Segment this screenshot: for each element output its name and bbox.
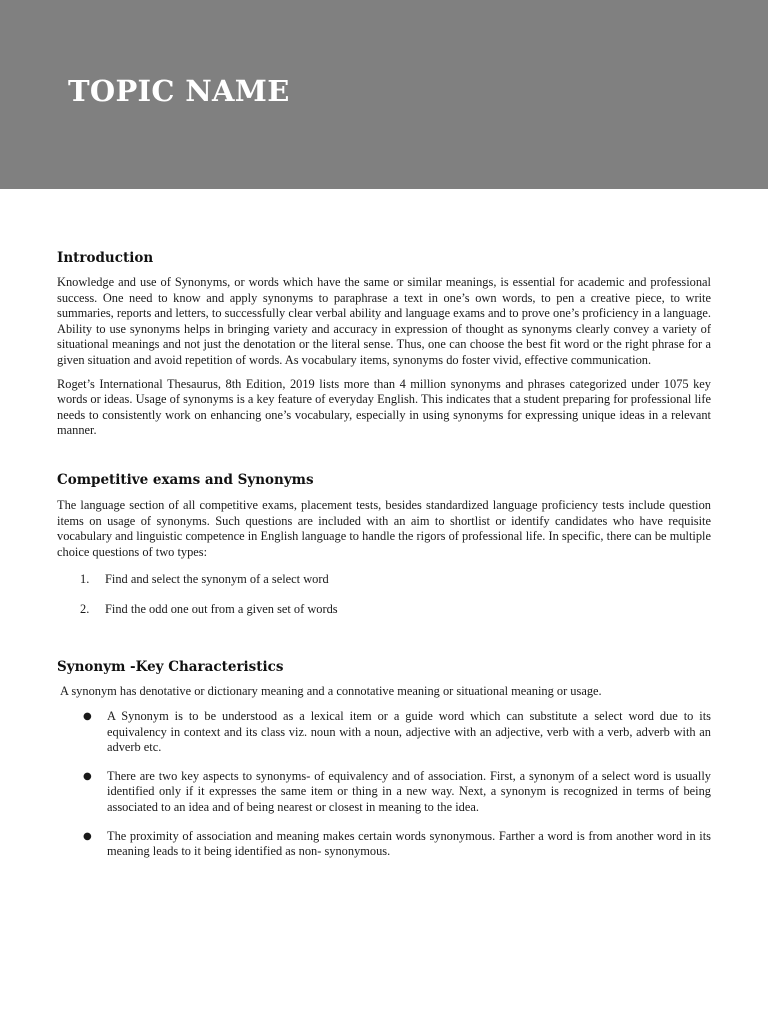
document-body — [57, 250, 711, 860]
bullet-icon: ● — [83, 770, 92, 782]
bullet-icon: ● — [83, 711, 92, 723]
list-item — [57, 572, 711, 588]
characteristics-bullet-list — [57, 709, 711, 860]
bullet-text: The proximity of association and meaning makes certain words synonymous. Farther a word is from another word in its meaning leads to it being identified as non- synonymous. — [107, 828, 711, 859]
question-types-list — [57, 572, 711, 617]
page-title: TOPIC NAME — [68, 74, 290, 108]
competitive-exams-paragraph: The language section of all competitive exams, placement tests, besides standardized language proficiency tests include question items on usage of synonyms. Such questions are included with an aim to shortlist or identify candidates who have requisite vocabulary and linguistic competence in English language to handle the rigors of professional life. In specific, there can be multiple choice questions of two types: — [57, 497, 711, 559]
list-item — [57, 602, 711, 618]
list-item-text: Find the odd one out from a given set of words — [105, 601, 338, 616]
list-number: 2. — [80, 601, 90, 616]
header-banner — [0, 0, 768, 189]
key-characteristics-paragraph: A synonym has denotative or dictionary meaning and a connotative meaning or situational meaning or usage. — [60, 683, 602, 698]
competitive-exams-heading: Competitive exams and Synonyms — [57, 471, 314, 488]
list-item-text: Find and select the synonym of a select word — [105, 572, 329, 587]
bullet-text: There are two key aspects to synonyms- of equivalency and of association. First, a synonym of a select word is usually identified only if it expresses the same item or thing in a new way. Next, a synonym is recognized in terms of being associated to an idea and of being nearest or closest in meaning to the idea. — [107, 768, 711, 815]
bullet-text: A Synonym is to be understood as a lexical item or a guide word which can substitute a select word due to its equivalency in context and its class viz. noun with a noun, adjective with an adjective, verb with a verb, adverb with an adverb etc. — [107, 709, 711, 755]
introduction-heading: Introduction — [57, 250, 154, 266]
introduction-paragraph-2: Roget’s International Thesaurus, 8th Edition, 2019 lists more than 4 million synonyms and phrases categorized under 1075 key words or ideas. Usage of synonyms is a key feature of everyday English. This indicates that a student preparing for professional life needs to consistently work on enhancing one’s vocabulary, especially in using synonyms for expressing unique ideas in a relevant manner. — [57, 376, 711, 438]
list-number: 1. — [80, 572, 90, 587]
bullet-item — [57, 769, 711, 816]
introduction-paragraph-1: Knowledge and use of Synonyms, or words which have the same or similar meanings, is essential for academic and professional success. One need to know and apply synonyms to paraphrase a text in one’s own words, to pen a creative piece, to write summaries, reports and letters, to successfully clear verbal ability and language exams and to prove one’s proficiency in a language. Ability to use synonyms helps in bringing variety and accuracy in expression of thought as synonyms clearly convey a variety of situational meanings and not just the denotation or the literal sense. Thus, one can choose the best fit word or the right phrase for a given situation and avoid repetition of words. As vocabulary items, synonyms do foster vivid, effective communication. — [57, 275, 711, 367]
bullet-item — [57, 709, 711, 756]
bullet-item — [57, 829, 711, 860]
key-characteristics-heading: Synonym -Key Characteristics — [57, 658, 284, 675]
bullet-icon: ● — [83, 830, 92, 842]
